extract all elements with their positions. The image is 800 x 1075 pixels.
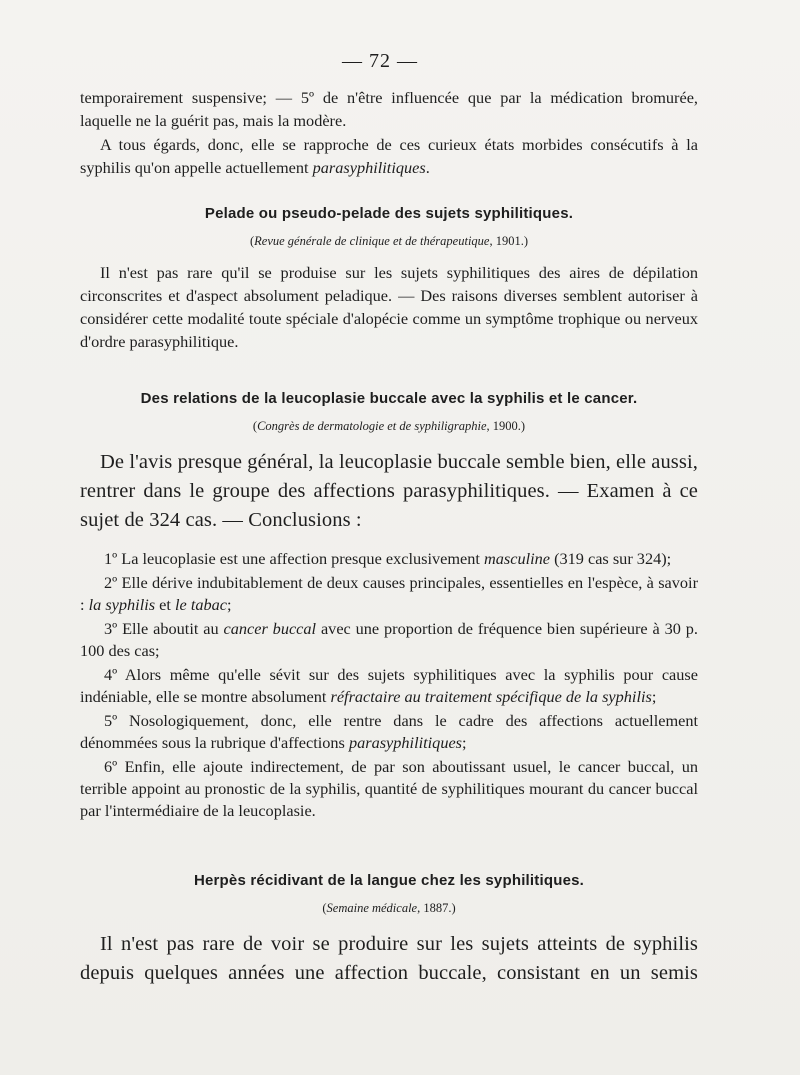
source-open: ( (322, 901, 327, 915)
item-italic: réfractaire au traitement spécifique de la syphilis (330, 687, 652, 706)
section-leucoplasie (80, 390, 698, 822)
item-text: 5º Nosologiquement, donc, elle rentre dans le cadre des affections actuellement dénommées sous la rubrique d'affections (80, 711, 698, 752)
section-heading: Des relations de la leucoplasie buccale avec la syphilis et le cancer. (140, 390, 638, 407)
section-heading: Herpès récidivant de la langue chez les syphilitiques. (193, 872, 585, 889)
item-text-mid: et (155, 595, 175, 614)
intro-paragraph (80, 86, 698, 132)
item-text: 4º Alors même qu'elle sévit sur des sujets syphilitiques avec la syphilis pour cause indéniable, elle se montre absolument (80, 665, 698, 706)
page-number: — 72 — (342, 50, 418, 72)
source-year: , 1901.) (489, 234, 529, 248)
list-item (80, 710, 698, 754)
intro-text-2 (80, 133, 698, 179)
item-text-end: ; (227, 595, 232, 614)
item-italic-2: le tabac (175, 595, 227, 614)
source-year: , 1887.) (417, 901, 456, 915)
list-item: 6º Enfin, elle ajoute indirectement, de par son aboutissant usuel, le cancer buccal, un terrible appoint au pronostic de la syphilis, quantité de syphilitiques mourant du cancer buccal par l'intermédiaire de la leucoplasie. (80, 757, 698, 820)
list-item (80, 548, 698, 570)
item-text-end: ; (651, 687, 657, 706)
section-body: Il n'est pas rare qu'il se produise sur les sujets syphilitiques des aires de dépilation circonscrites et d'aspect absolument peladique. — Des raisons diverses semblent autoriser à considérer cette modalité toute spéciale d'alopécie comme un symptôme trophique ou nerveux d'ordre parasyphilitique. (80, 263, 698, 351)
source-journal: Congrès de dermatologie et de syphiligraphie (257, 419, 487, 433)
source-journal: Revue générale de clinique et de thérapeutique (254, 234, 490, 248)
section-body: Il n'est pas rare de voir se produire sur les sujets atteints de syphilis depuis quelques années une affection buccale, consistant en un semis (80, 933, 698, 984)
section-lead: De l'avis presque général, la leucoplasie buccale semble bien, elle aussi, rentrer dans le groupe des affections parasyphilitiques. — Examen à ce sujet de 324 cas. — Conclusions : (80, 451, 698, 531)
item-italic: la syphilis (88, 595, 156, 614)
section-source (80, 234, 698, 249)
item-italic: parasyphilitiques (348, 733, 463, 752)
item-italic: cancer buccal (223, 619, 317, 638)
section-herpes (80, 872, 698, 988)
intro-text-2-end: . (425, 158, 430, 177)
intro-text: temporairement suspensive; — 5º de n'être influencée que par la médication bromurée, laquelle ne la guérit pas, mais la modère. (80, 88, 698, 130)
list-item (80, 618, 698, 662)
section-pelade (80, 205, 698, 353)
conclusions-list (80, 548, 698, 822)
section-source (80, 901, 698, 916)
item-text-end: avec une proportion de fréquence bien supérieure à 30 p. 100 des cas; (80, 619, 698, 660)
intro-text-2-plain: A tous égards, donc, elle se rapproche de ces curieux états morbides consécutifs à la syphilis qu'on appelle actuellement (80, 135, 698, 177)
intro-text-2-italic: parasyphilitiques (312, 158, 426, 177)
section-heading: Pelade ou pseudo-pelade des sujets syphilitiques. (204, 205, 574, 222)
source-open: ( (252, 419, 258, 433)
item-text: 3º Elle aboutit au (104, 619, 224, 638)
source-open: ( (249, 234, 255, 248)
intro-paragraph-2 (80, 133, 698, 179)
item-text-end: ; (462, 733, 467, 752)
source-year: , 1900.) (486, 419, 526, 433)
list-item (80, 664, 698, 708)
item-text: 1º La leucoplasie est une affection presque exclusivement (104, 549, 484, 568)
section-source (80, 419, 698, 434)
item-text: 2º Elle dérive indubitablement de deux causes principales, essentielles en l'espèce, à savoir : (80, 573, 698, 614)
item-italic: masculine (483, 549, 550, 568)
source-journal: Semaine médicale (326, 901, 418, 915)
list-item (80, 572, 698, 616)
item-text-end: (319 cas sur 324); (550, 549, 672, 568)
